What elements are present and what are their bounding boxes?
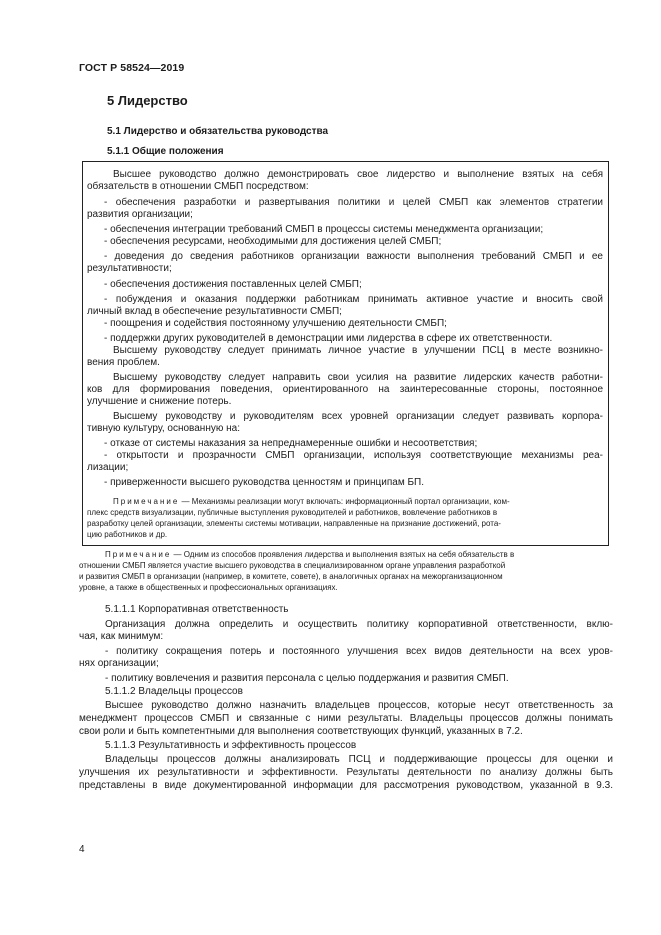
- box-note-line: плекс средств визуализации, публичные выступления руководителей и работников, вовлечение работников в: [87, 508, 498, 517]
- box-bullet: - обеспечения интеграции требований СМБП в процессы системы менеджмента организации;: [104, 224, 544, 235]
- note-line: [105, 550, 514, 560]
- note-label: Примечание: [105, 550, 172, 559]
- box-bullet: - обеспечения разработки и развертывания политики и целей СМБП как элементов стратегии: [104, 197, 603, 208]
- body-line: нях организации;: [79, 658, 159, 669]
- box-bullet: - поддержки других руководителей в демонстрации ими лидерства в сфере их ответственности.: [104, 333, 553, 344]
- box-bullet: - отказе от системы наказания за непреднамеренные ошибки и несоответствия;: [104, 438, 478, 449]
- box-line: обязательств в отношении СМБП посредством:: [87, 181, 309, 192]
- clause-heading: 5.1.1.3 Результативность и эффективность процессов: [105, 740, 357, 751]
- box-bullet: - доведения до сведения работников организации важности выполнения требований СМБП и ее: [104, 251, 603, 262]
- document-code: ГОСТ Р 58524—2019: [79, 62, 185, 74]
- clause-heading: 5.1.1.2 Владельцы процессов: [105, 686, 243, 697]
- box-line: результативности;: [87, 263, 172, 274]
- body-line: Высшее руководство должно назначить владельцев процессов, которые несут ответственность за: [105, 700, 613, 711]
- box-note-line: цию работников и др.: [87, 530, 168, 539]
- box-line: личный вклад в обеспечение результативности СМБП;: [87, 306, 342, 317]
- subsubsection-title: 5.1.1 Общие положения: [107, 146, 224, 157]
- box-note-text: — Механизмы реализации могут включать: информационный портал организации, ком-: [179, 497, 510, 506]
- body-line: Организация должна определить и осуществить политику корпоративной ответственности, вклю-: [105, 619, 613, 630]
- body-line: Владельцы процессов должны анализировать ПСЦ и поддерживающие процессы для оценки и: [105, 754, 613, 765]
- box-line: тивную культуру, основанную на:: [87, 423, 240, 434]
- body-line: чая, как минимум:: [79, 631, 164, 642]
- box-line: вения проблем.: [87, 357, 160, 368]
- body-bullet: - политику сокращения потерь и постоянного улучшения всех видов деятельности на всех уров-: [105, 646, 613, 657]
- box-bullet: - приверженности высшего руководства ценностям и принципам БП.: [104, 477, 424, 488]
- box-bullet: - побуждения и оказания поддержки работникам принимать активное участие и вносить свой: [104, 294, 603, 305]
- body-bullet: - политику вовлечения и развития персонала с целью поддержания и развития СМБП.: [105, 673, 509, 684]
- body-line: свои роли и быть компетентными для выполнения соответствующих функций, указанных в 7.2.: [79, 726, 523, 737]
- note-line: уровне, а также в общественных и профессиональных организациях.: [79, 583, 338, 592]
- box-bullet: - поощрения и содействия постоянному улучшению деятельности СМБП;: [104, 318, 447, 329]
- box-line: развития организации;: [87, 209, 193, 220]
- box-bullet: - обеспечения достижения поставленных целей СМБП;: [104, 279, 362, 290]
- box-note-label: Примечание: [113, 497, 180, 506]
- note-text: — Одним из способов проявления лидерства и выполнения взятых на себя обязательств в: [171, 550, 515, 559]
- note-line: и развития СМБП в организации (например, в комитете, совете), в аналогичных органах на межорганизационном: [79, 572, 503, 581]
- body-line: улучшения их результативности и эффективности. Результаты деятельности по анализу должны быть: [79, 767, 613, 778]
- box-line: улучшение и снижение потерь.: [87, 396, 232, 407]
- box-line: лизации;: [87, 462, 129, 473]
- box-note-line: разработку целей организации, элементы системы мотивации, направленные на признание достижений, рота-: [87, 519, 501, 528]
- box-line: Высшему руководству следует направить свои усилия на развитие лидерских качеств работни-: [113, 372, 603, 383]
- note-line: отношении СМБП является участие высшего руководства в специализированном органе управления разработкой: [79, 561, 506, 570]
- subsection-title: 5.1 Лидерство и обязательства руководства: [107, 126, 329, 137]
- body-line: представлены в виде документированной информации для рассмотрения руководством, указанной в 9.3.: [79, 780, 613, 791]
- box-note-line: [113, 497, 510, 507]
- box-bullet: - обеспечения ресурсами, необходимыми для достижения целей СМБП;: [104, 236, 442, 247]
- clause-heading: 5.1.1.1 Корпоративная ответственность: [105, 604, 289, 615]
- box-line: Высшему руководству и руководителям всех уровней организации следует развивать корпора-: [113, 411, 603, 422]
- page-number: 4: [79, 844, 85, 855]
- box-bullet: - открытости и прозрачности СМБП организации, используя соответствующие механизмы реа-: [104, 450, 603, 461]
- box-line: Высшее руководство должно демонстрировать свое лидерство и выполнение взятых на себя: [113, 169, 603, 180]
- section-title: 5 Лидерство: [107, 93, 188, 108]
- box-line: ков для формирования поведения, ориентированного на заинтересованные стороны, постоянное: [87, 384, 603, 395]
- box-line: Высшему руководству следует принимать личное участие в улучшении ПСЦ в месте возникно-: [113, 345, 603, 356]
- body-line: менеджмент процессов СМБП и связанные с ними результаты. Владельцы процессов должны понимать: [79, 713, 613, 724]
